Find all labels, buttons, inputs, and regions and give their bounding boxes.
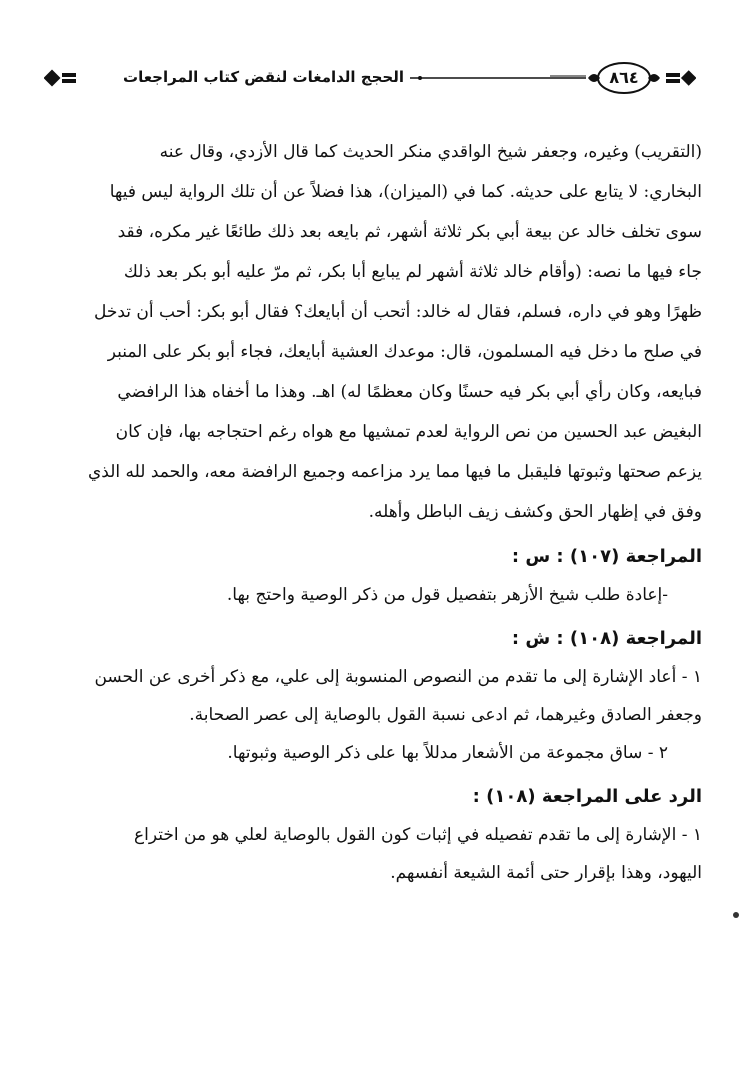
header-rule-ornament [410, 74, 586, 82]
section-heading: المراجعة (١٠٧) : س : [511, 546, 702, 567]
text-line: ظهرًا وهو في داره، فسلم، فقال له خالد: أتحب أن أبايعك؟ فقال أبو بكر: أحب أن تدخل [93, 302, 702, 322]
text-line: البغيض عبد الحسين من نص الرواية لعدم تمشيها مع هواه رغم احتجاجه بها، فإن كان [115, 422, 702, 442]
page-number: ٨٦٤ [609, 68, 639, 87]
section-reply-108 [70, 778, 702, 892]
page-header [44, 58, 694, 98]
list-item: ١ - الإشارة إلى ما تقدم تفصيله في إثبات كون القول بالوصاية لعلي هو من اختراع [134, 825, 702, 845]
margin-dot [733, 912, 739, 918]
text-line: جاء فيها ما نصه: (وأقام خالد ثلاثة أشهر لم يبايع أبا بكر، ثم مرّ عليه أبو بكر بعد ذلك [123, 262, 702, 282]
text-line: (التقريب) وغيره، وجعفر شيخ الواقدي منكر الحديث كما قال الأزدي، وقال عنه [159, 142, 702, 162]
section-heading: المراجعة (١٠٨) : ش : [511, 628, 702, 649]
paragraph [70, 132, 702, 532]
list-item: ٢ - ساق مجموعة من الأشعار مدللاً بها على ذكر الوصية وثبوتها. [227, 743, 668, 763]
text-line: وفق في إظهار الحق وكشف زيف الباطل وأهله. [368, 502, 702, 522]
section-heading: الرد على المراجعة (١٠٨) : [472, 786, 702, 807]
running-title: الحجج الدامغات لنقض كتاب المراجعات [123, 68, 404, 86]
list-item: -إعادة طلب شيخ الأزهر بتفصيل قول من ذكر الوصية واحتج بها. [226, 585, 668, 605]
text-line: في صلح ما دخل فيه المسلمون، قال: موعدك العشية أبايعك، فجاء أبو بكر على المنبر [107, 342, 702, 362]
section-muraja-107 [70, 538, 702, 614]
list-item-continuation: وجعفر الصادق وغيرهما، ثم ادعى نسبة القول بالوصاية إلى عصر الصحابة. [189, 705, 702, 725]
list-item: ١ - أعاد الإشارة إلى ما تقدم من النصوص المنسوبة إلى علي، مع ذكر أخرى عن الحسن [94, 667, 702, 687]
text-line: البخاري: لا يتابع على حديثه. كما في (الميزان)، هذا فضلاً عن أن تلك الرواية ليس فيها [109, 182, 702, 202]
text-line: سوى تخلف خالد عن بيعة أبي بكر ثلاثة أشهر، ثم بايعه بعد ذلك طائعًا غير مكره، فقد [117, 222, 702, 242]
page-body [70, 120, 702, 892]
ornament-icon [44, 67, 80, 89]
text-line: يزعم صحتها وثبوتها فليقبل ما فيها مما يرد مزاعمه وجميع الرافضة معه، والحمد لله الذي [87, 462, 702, 482]
ornament-icon [664, 67, 696, 89]
section-muraja-108 [70, 620, 702, 772]
list-item-continuation: اليهود، وهذا بإقرار حتى أئمة الشيعة أنفسهم. [390, 863, 702, 883]
text-line: فبايعه، وكان رأي أبي بكر فيه حسنًا وكان معظمًا له) اهـ. وهذا ما أخفاه هذا الرافضي [117, 382, 702, 402]
